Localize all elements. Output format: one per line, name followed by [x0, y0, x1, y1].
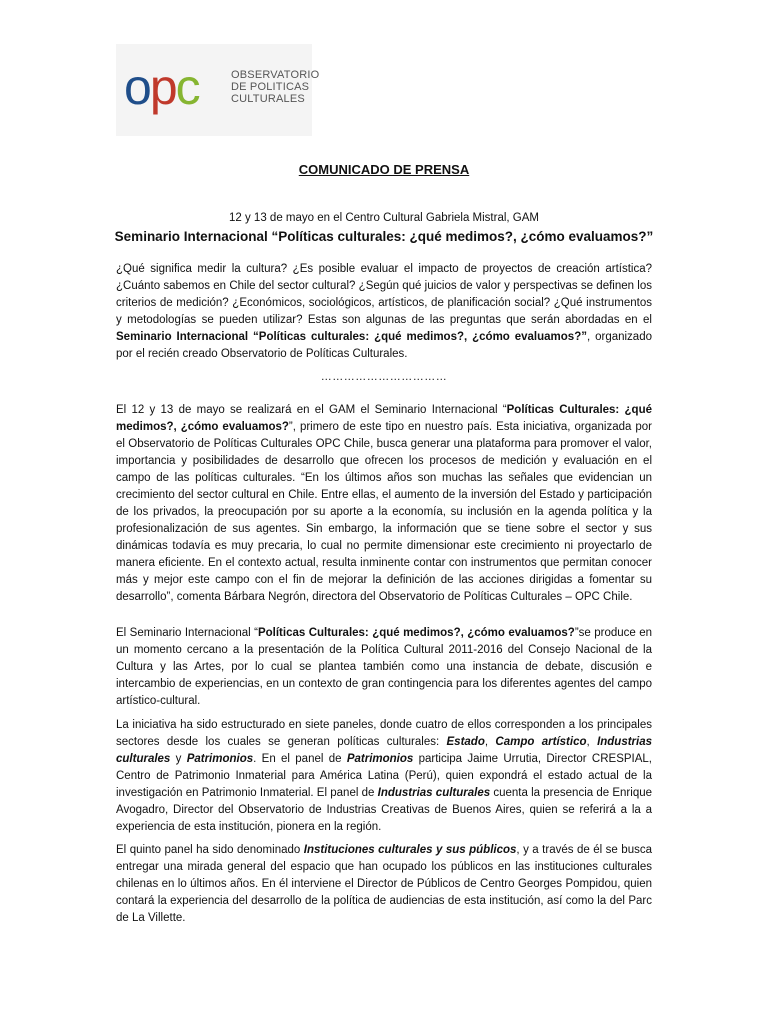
- text-run: La iniciativa ha sido estructurado en siete paneles, donde cuatro de ellos corresponden a los principales sectores desde los cuales se generan políticas culturales:: [116, 719, 652, 748]
- text-run: , organizado por el recién creado Observatorio de Políticas Culturales.: [116, 331, 652, 360]
- bold-run: Políticas Culturales: ¿qué medimos?, ¿cómo evaluamos?: [257, 627, 575, 639]
- text-run: ,: [586, 736, 598, 748]
- paragraph-panels: [116, 717, 652, 836]
- opc-logo: [116, 44, 320, 136]
- paragraph-event-description: [116, 402, 652, 606]
- event-title: Seminario Internacional “Políticas culturales: ¿qué medimos?, ¿cómo evaluamos?”: [114, 229, 654, 244]
- text-run: participa Jaime Urrutia, Director CRESPIAL, Centro de Patrimonio Inmaterial para América Latina (Perú), quien expondrá el estado actual de la investigación en Patrimonio Inmaterial. El panel de: [116, 753, 652, 799]
- logo-letter-p: p: [149, 59, 176, 115]
- bold-italic-run: Industrias culturales: [116, 736, 653, 765]
- text-run: y: [170, 753, 187, 765]
- text-run: , y a través de él se busca entregar una mirada general del espacio que han ocupado los públicos en las instituciones culturales chilenas en lo últimos años. En él interviene el Director de Públicos de Centro Georges Pompidou, quien contará la experiencia del desarrollo de la política de audiencias de esta institución, así como la del Parc de La Villette.: [116, 844, 652, 924]
- bold-italic-run: Instituciones culturales y sus públicos: [303, 844, 517, 856]
- text-run: ¿Qué significa medir la cultura? ¿Es posible evaluar el impacto de proyectos de creación artística? ¿Cuánto sabemos en Chile del sector cultural? ¿Según qué juicios de valor y perspectivas se definen los criterios de medición? ¿Económicos, sociológicos, artísticos, de planificación social? ¿Qué instrumentos y metodologías se pueden utilizar? Estas son algunas de las preguntas que serán abordadas en el: [116, 263, 652, 326]
- text-run: ”se produce en un momento cercano a la presentación de la Política Cultural 2011-2016 del Consejo Nacional de la Cultura y las Artes, por lo cual se plantea también como una instancia de debate, discusión e intercambio de experiencias, en un contexto de gran contingencia para los diferentes agentes del campo artístico-cultural.: [116, 627, 653, 707]
- text-run: El Seminario Internacional “: [116, 627, 258, 639]
- document-heading: COMUNICADO DE PRENSA: [298, 162, 470, 177]
- paragraph-intro: [116, 261, 652, 363]
- bold-run: Seminario Internacional “Políticas culturales: ¿qué medimos?, ¿cómo evaluamos?”: [116, 331, 587, 343]
- text-run: El 12 y 13 de mayo se realizará en el GAM el Seminario Internacional “: [116, 404, 507, 416]
- paragraph-fifth-panel: [116, 842, 652, 927]
- bold-run: Políticas Culturales: ¿qué medimos?, ¿cómo evaluamos?: [116, 404, 652, 433]
- separator: ……………………………: [320, 371, 448, 383]
- text-run: ,: [484, 736, 496, 748]
- bold-italic-run: Campo artístico: [495, 736, 587, 748]
- text-run: cuenta la presencia de Enrique Avogadro, Director del Observatorio de Industrias Creativas de Buenos Aires, quien se referirá a la a experiencia de esta institución, pionera en la región.: [116, 787, 653, 833]
- event-date-location: 12 y 13 de mayo en el Centro Cultural Gabriela Mistral, GAM: [229, 212, 539, 224]
- logo-mark: [124, 59, 199, 115]
- text-run: . En el panel de: [253, 753, 347, 765]
- text-run: ”, primero de este tipo en nuestro país. Esta iniciativa, organizada por el Observatorio de Políticas Culturales OPC Chile, busca generar una plataforma para promover el valor, importancia y posibilidades de desarrollo que ofrecen los procesos de medición y evaluación en el campo de las políticas culturales. “En los últimos años son muchas las señales que evidencian un crecimiento del sector cultural en Chile. Entre ellas, el aumento de la inversión del Estado y participación de los privados, la preocupación por su aporte a la economía, su inclusión en la agenda política y la profesionalización de sus agentes. Sin embargo, la información que se tiene sobre el sector y sus dinámicas todavía es muy precaria, lo cual no permite dimensionar este crecimiento ni proyectarlo de manera eficiente. En el contexto actual, resulta inminente contar con instrumentos que permitan conocer más y mejor este campo con el fin de mejorar la definición de las acciones dirigidas a fomentar su desarrollo”, comenta Bárbara Negrón, directora del Observatorio de Políticas Culturales – OPC Chile.: [116, 421, 653, 603]
- bold-italic-run: Patrimonios: [186, 753, 254, 765]
- bold-italic-run: Patrimonios: [346, 753, 414, 765]
- logo-letter-o: o: [124, 59, 150, 115]
- bold-italic-run: Industrias culturales: [377, 787, 491, 799]
- paragraph-context: [116, 625, 652, 710]
- text-run: El quinto panel ha sido denominado: [116, 844, 304, 856]
- logo-text: [231, 69, 319, 105]
- logo-letter-c: c: [175, 59, 199, 115]
- logo-text-line: CULTURALES: [231, 93, 305, 105]
- logo-text-line: OBSERVATORIO: [231, 69, 320, 81]
- bold-italic-run: Estado: [446, 736, 485, 748]
- logo-text-line: DE POLITICAS: [231, 81, 310, 93]
